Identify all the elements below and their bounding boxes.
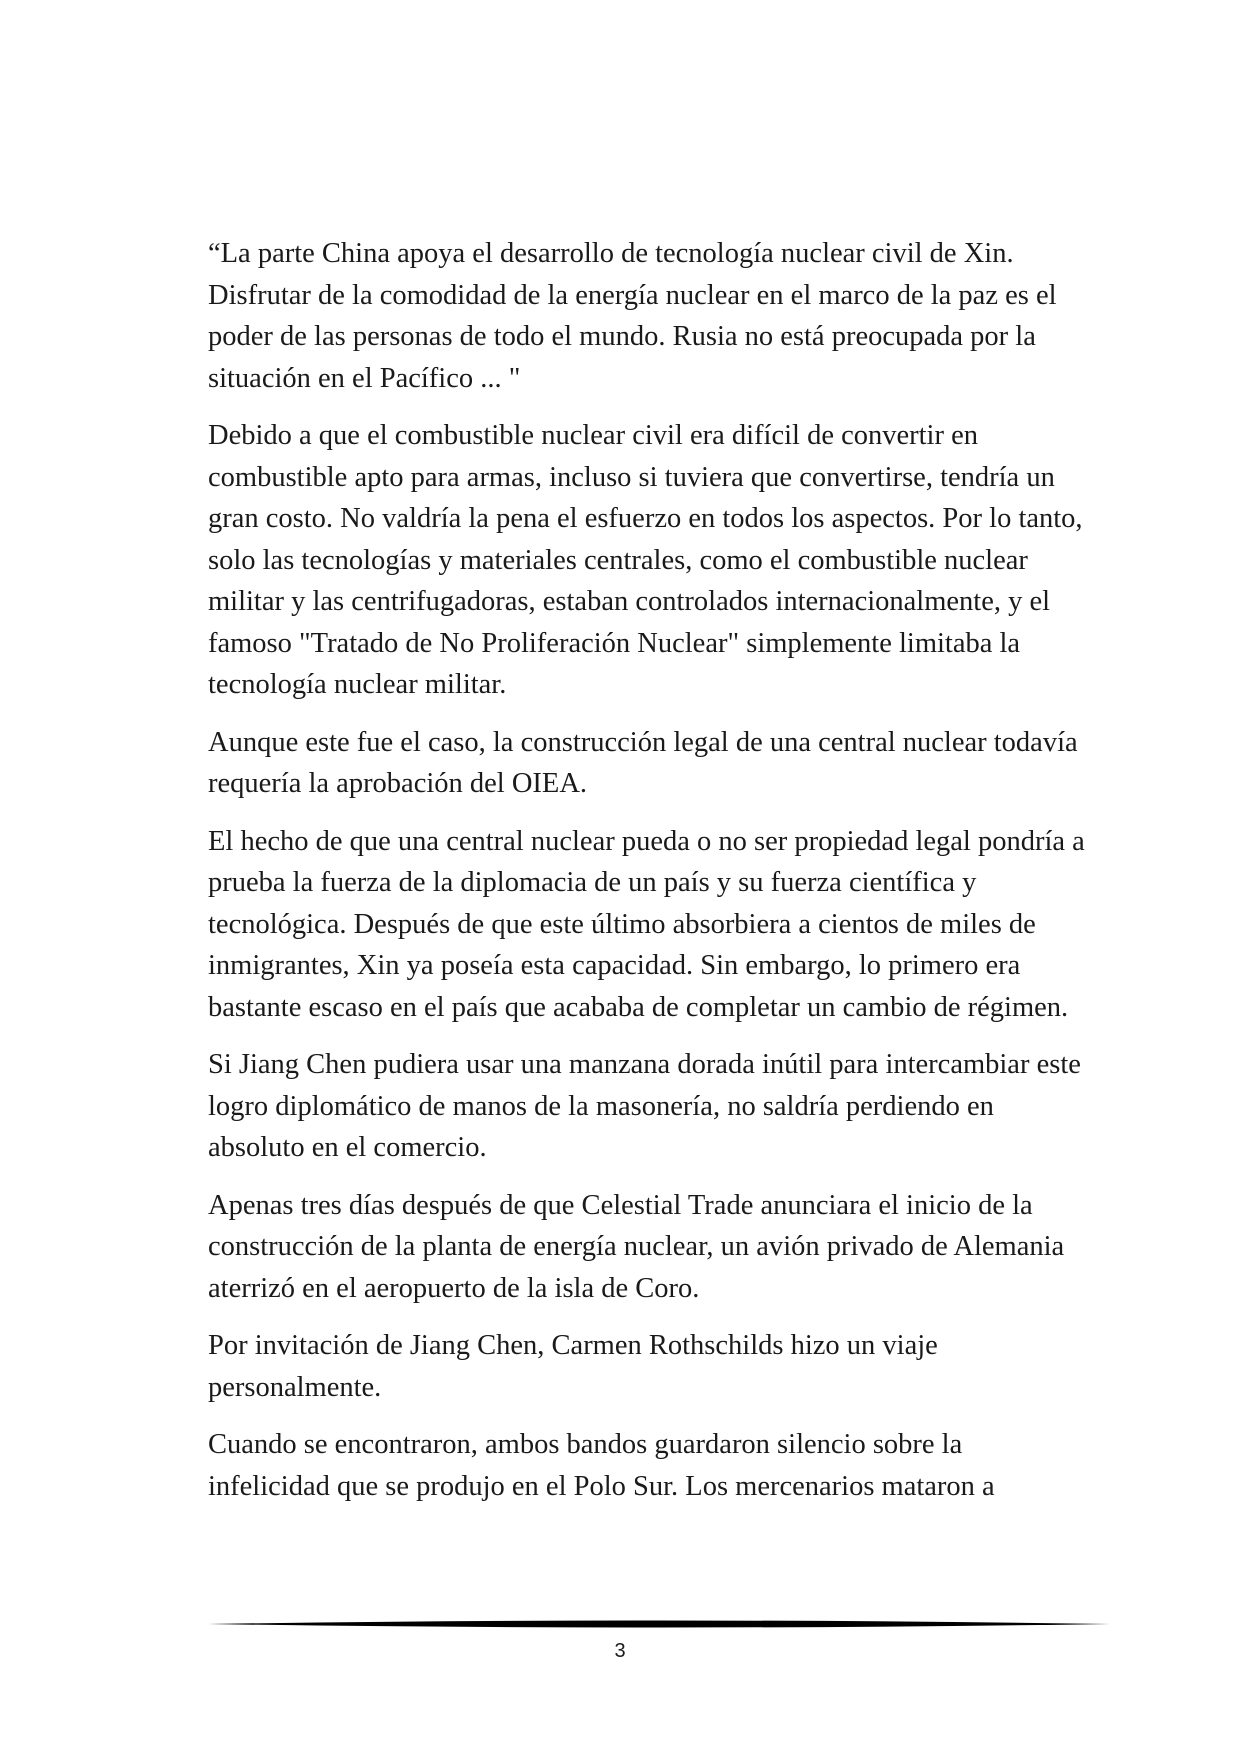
- paragraph: Cuando se encontraron, ambos bandos guardaron silencio sobre la infelicidad que se produjo en el Polo Sur. Los mercenarios mataron a: [208, 1429, 995, 1502]
- paragraph: “La parte China apoya el desarrollo de tecnología nuclear civil de Xin. Disfrutar de la comodidad de la energía nuclear en el marco de la paz es el poder de las personas de todo el mundo. Rusia no está preocupada por la situación en el Pacífico ... ": [208, 238, 1057, 394]
- page-number: 3: [614, 1640, 626, 1662]
- paragraph: Por invitación de Jiang Chen, Carmen Rothschilds hizo un viaje personalmente.: [208, 1330, 938, 1403]
- paragraph: El hecho de que una central nuclear pueda o no ser propiedad legal pondría a prueba la fuerza de la diplomacia de un país y su fuerza científica y tecnológica. Después de que este último absorbiera a cientos de miles de inmigrantes, Xin ya poseía esta capacidad. Sin embargo, lo primero era bastante escaso en el país que acababa de completar un cambio de régimen.: [208, 825, 1085, 1023]
- paragraph: Apenas tres días después de que Celestial Trade anunciara el inicio de la construcción de la planta de energía nuclear, un avión privado de Alemania aterrizó en el aeropuerto de la isla de Coro.: [208, 1189, 1065, 1304]
- body-text: [208, 233, 1088, 1523]
- paragraph: Aunque este fue el caso, la construcción legal de una central nuclear todavía requería la aprobación del OIEA.: [208, 726, 1078, 799]
- footer-divider: [208, 1618, 1110, 1630]
- paragraph: Debido a que el combustible nuclear civil era difícil de convertir en combustible apto para armas, incluso si tuviera que convertirse, tendría un gran costo. No valdría la pena el esfuerzo en todos los aspectos. Por lo tanto, solo las tecnologías y materiales centrales, como el combustible nuclear militar y las centrifugadoras, estaban controlados internacionalmente, y el famoso "Tratado de No Proliferación Nuclear" simplemente limitaba la tecnología nuclear militar.: [208, 420, 1083, 700]
- paragraph: Si Jiang Chen pudiera usar una manzana dorada inútil para intercambiar este logro diplomático de manos de la masonería, no saldría perdiendo en absoluto en el comercio.: [208, 1049, 1081, 1163]
